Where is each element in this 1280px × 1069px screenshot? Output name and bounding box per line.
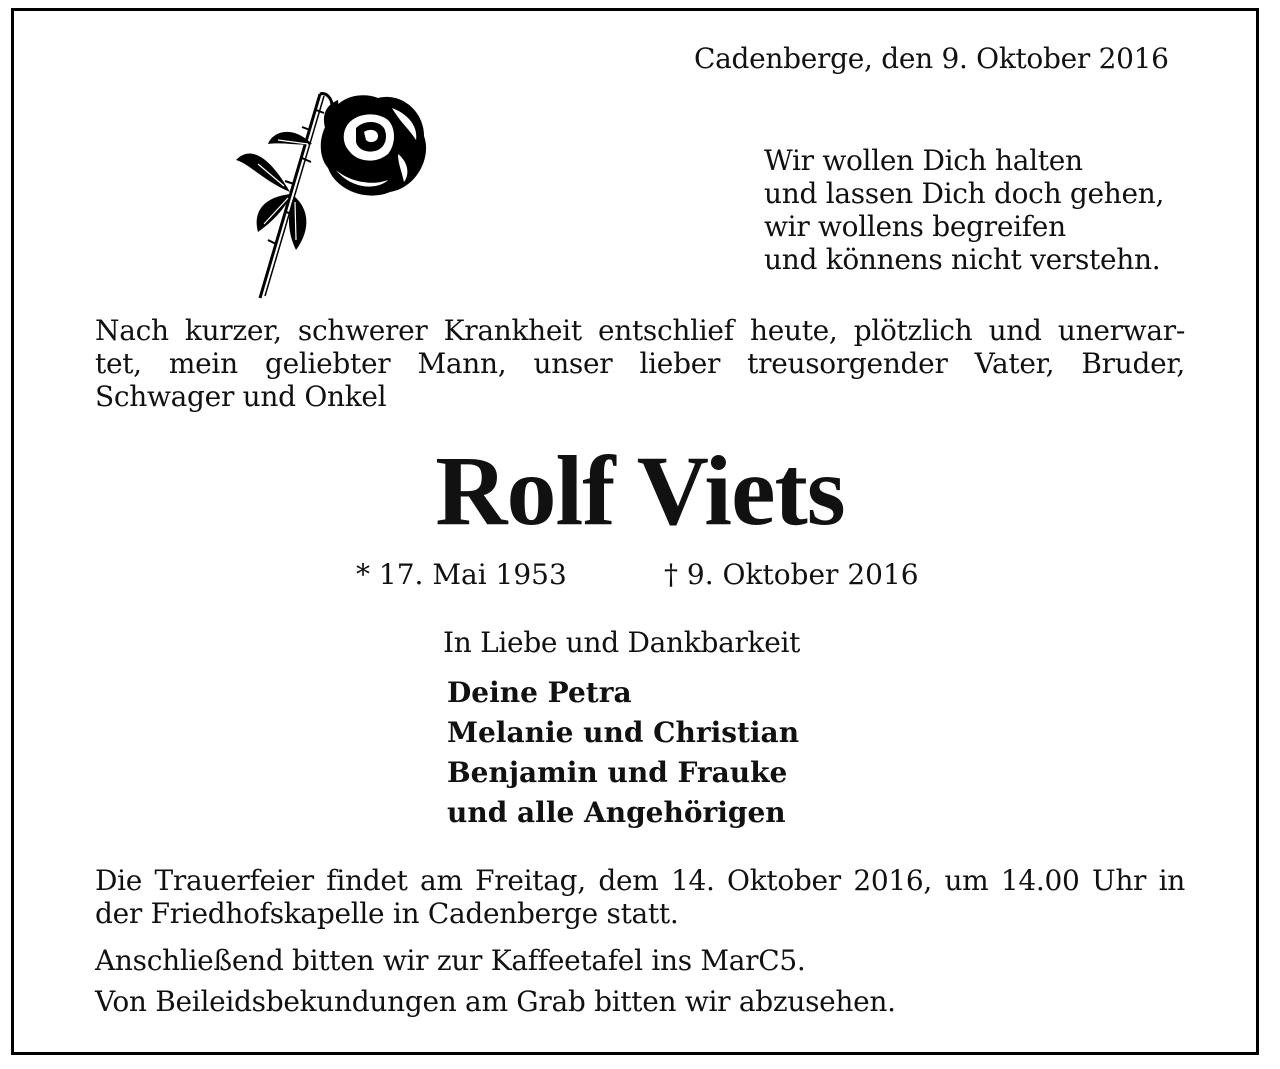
- poem: [764, 144, 1164, 276]
- place-date: Cadenberge, den 9. Oktober 2016: [694, 42, 1169, 75]
- family-member: und alle Angehörigen: [447, 796, 786, 829]
- intro-line: Nach kurzer, schwerer Krankheit entschlief heute, plötzlich und unerwar-: [95, 314, 1185, 347]
- dedication: In Liebe und Dankbarkeit: [443, 626, 801, 659]
- death-date: † 9. Oktober 2016: [664, 558, 919, 591]
- service-line: Die Trauerfeier findet am Freitag, dem 14. Oktober 2016, um 14.00 Uhr in: [95, 864, 1185, 897]
- poem-line: wir wollens begreifen: [764, 210, 1066, 243]
- service-info: [95, 864, 1185, 930]
- deceased-name: Rolf Viets: [435, 435, 845, 546]
- intro-text: [95, 314, 1185, 413]
- family-member: Benjamin und Frauke: [447, 756, 788, 789]
- intro-line: Schwager und Onkel: [95, 380, 387, 413]
- poem-line: und könnens nicht verstehn.: [764, 243, 1161, 276]
- poem-line: und lassen Dich doch gehen,: [764, 177, 1165, 210]
- family-member: Melanie und Christian: [447, 716, 800, 749]
- family-list: [447, 673, 799, 833]
- condolences-info: Von Beileidsbekundungen am Grab bitten wir abzusehen.: [95, 985, 896, 1018]
- rose-icon: [228, 84, 433, 302]
- family-member: Deine Petra: [447, 676, 632, 709]
- service-line: der Friedhofskapelle in Cadenberge statt.: [95, 897, 679, 930]
- birth-date: * 17. Mai 1953: [356, 558, 567, 591]
- poem-line: Wir wollen Dich halten: [764, 144, 1083, 177]
- intro-line: tet, mein geliebter Mann, unser lieber treusorgender Vater, Bruder,: [95, 347, 1185, 380]
- coffee-info: Anschließend bitten wir zur Kaffeetafel ins MarC5.: [95, 944, 806, 977]
